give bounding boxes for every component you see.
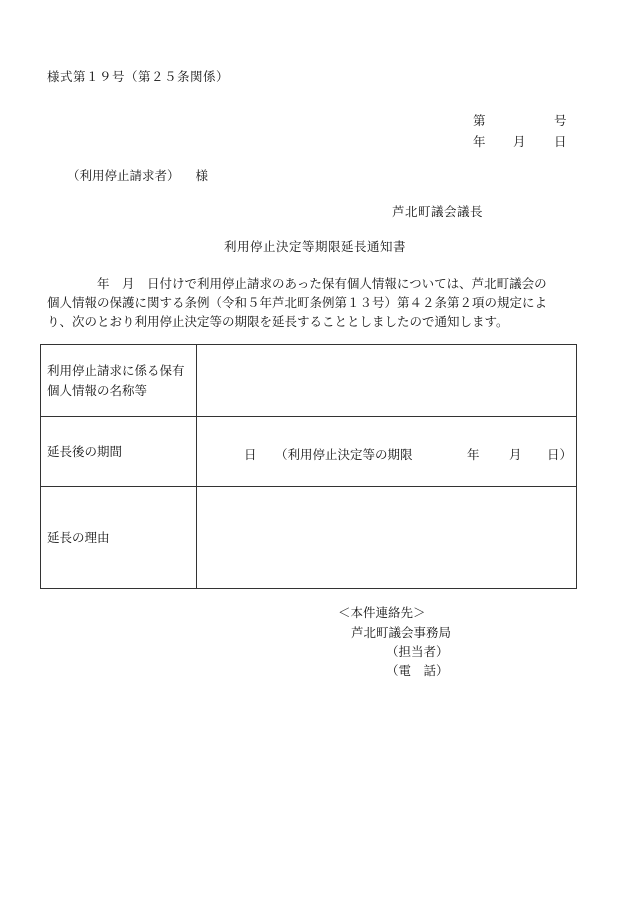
deadline-year: 年 xyxy=(467,446,480,462)
date-year: 年 xyxy=(473,134,486,149)
document-title: 利用停止決定等期限延長通知書 xyxy=(223,239,406,254)
body-line-3: り、次のとおり利用停止決定等の期限を延長することとしましたので通知します。 xyxy=(47,314,509,329)
date-day: 日 xyxy=(554,134,567,149)
table-row xyxy=(41,345,577,417)
deadline-month: 月 xyxy=(509,446,522,462)
document-number-row xyxy=(473,115,568,129)
contact-phone: （電 話） xyxy=(386,663,449,678)
extension-reason-label: 延長の理由 xyxy=(41,487,197,589)
contact-person: （担当者） xyxy=(386,644,449,659)
document-date-row xyxy=(473,136,568,150)
body-line-1: 年 月 日付けで利用停止請求のあった保有個人情報については、芦北町議会の xyxy=(97,276,547,291)
addressee xyxy=(67,170,208,183)
addressee-honorific: 様 xyxy=(195,168,209,183)
info-name-label: 利用停止請求に係る保有個人情報の名称等 xyxy=(41,345,197,417)
contact-header: ＜本件連絡先＞ xyxy=(338,605,426,620)
document-number-block xyxy=(473,115,568,155)
date-month: 月 xyxy=(513,134,526,149)
body-text xyxy=(47,274,577,331)
extension-reason-value xyxy=(197,487,577,589)
sender: 芦北町議会議長 xyxy=(392,204,484,219)
extended-period-value xyxy=(197,417,577,487)
form-number: 様式第１９号（第２５条関係） xyxy=(47,69,230,84)
deadline-label: （利用停止決定等の期限 xyxy=(275,446,413,462)
document-number-suffix: 号 xyxy=(554,113,567,128)
extended-period-label: 延長後の期間 xyxy=(41,417,197,487)
table-row xyxy=(41,487,577,589)
body-line-2: 個人情報の保護に関する条例（令和５年芦北町条例第１３号）第４２条第２項の規定によ xyxy=(47,295,548,310)
addressee-name: （利用停止請求者） xyxy=(67,168,180,183)
contact-office: 芦北町議会事務局 xyxy=(351,625,452,640)
document-number-prefix: 第 xyxy=(473,113,486,128)
period-day: 日 xyxy=(244,446,257,462)
table-row xyxy=(41,417,577,487)
info-name-value xyxy=(197,345,577,417)
info-table xyxy=(40,344,577,589)
deadline-day: 日） xyxy=(547,446,573,462)
extended-period-line xyxy=(207,445,576,462)
